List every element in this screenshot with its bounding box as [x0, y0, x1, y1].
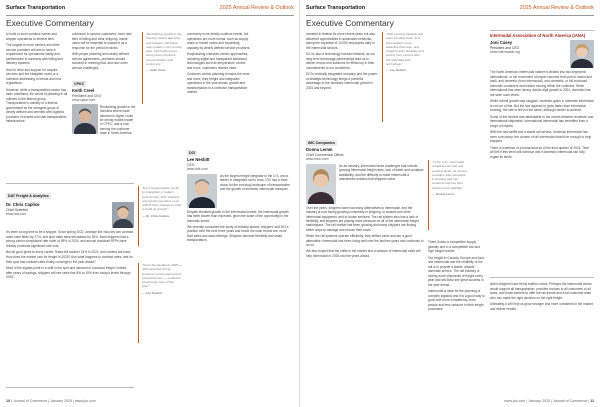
footer-link[interactable]: www.joc.com [504, 399, 526, 403]
company-website[interactable]: www.dat.com [6, 211, 27, 216]
bio-text: We also expect that the shifts in the market and a balance of intermodal rates will help intermodal in 2025 and the years ahead. [306, 249, 421, 258]
executive-name: Donna Lemm [306, 147, 333, 153]
article-column-1: invested in federal for more recent years but also delivered opportunities in automated networks, taking the expertise of 10,000 employees daily in the intermodal sectors. DCI is also a technology focused network, as our long-term technology partnerships lead us to deliver end-to-end solutions for efficiency in their commitments to our customers. DCI’s vertically integrated company and the power of strategic technology brings a powerful advantage to the domestic intermodal growth in 2025 and beyond. [306, 32, 377, 90]
report-title: 2025 Annual Review & Outlook [519, 5, 594, 11]
bio-text: Revitalizing growth in the domains where trade demand is higher could be strong mobile leader in CPKC, and a rock serving the customer base in North America. [100, 104, 136, 136]
bio-text: Despite elevated growth in the intermodal market, the intermodal growth has been slower than expected, given the scale of the opportunity in the domestic sector. [187, 209, 289, 223]
company-name: CPKC [74, 82, 85, 86]
page-footer: 10 | Journal of Commerce | January 2025 | www.joc.com [6, 399, 96, 403]
paragraph: commonly more strictly continue needs, but operations are more formal, such as supply chain or transit routes and expanding capacity by clearly defined service providers. [187, 32, 251, 50]
portrait-photo [570, 40, 594, 68]
executive-photo [112, 202, 134, 228]
executive-photo [72, 104, 98, 134]
bio-text: As an industry, intermodal faces challenges that include growing intermodal freight rates, lack of trailer and container availability, and the difficulty to make intermodal a mainstream solution that shippers value. [339, 163, 424, 182]
executive-photo [570, 40, 594, 68]
header-rule [306, 15, 594, 16]
company-website[interactable]: www.intermodal.org [490, 49, 520, 54]
right-page-header [306, 5, 594, 14]
executive-name: Keith Creel [72, 88, 95, 94]
paragraph: Emphasizing customer-centric approaches, including digital and transparent advanced technologies such as temperature control and more, customers receive more. [187, 52, 249, 70]
company-name: Intermodal Association of North America (IANA) [490, 33, 586, 38]
company-name: DAT Freight & Analytics [8, 194, 49, 198]
article-column-1 [6, 32, 68, 135]
executive-bio-dci [187, 150, 291, 390]
executive-photo [306, 164, 336, 204]
executive-title: CEO [187, 162, 195, 167]
portrait-photo [306, 164, 336, 204]
page-subheader: Executive Commentary [6, 18, 94, 28]
bio-text: As the largest freight integrator in the U.S. and a leader in integrated rail to truck, DCI has a clear vision for the evolving landscape of transportation and the growth of domestic intermodal transport. [220, 173, 290, 192]
article-column-middle: There is also a competitive supply globally and in a competitive low and high freight market. Our freight in Canada, Europe and Asia, and intermodal and the reliability of the rail is to provide a stable, reliable domestic service. The rail industry is seeing more shipments of freight every year and will likely see great success in the year ahead. Intermodal is ideal for the planning of complex logistics and it is a good way to grow with more consistency, more people and less variance in their freight processes. [428, 240, 485, 311]
executive-name: Joni Casey [490, 40, 513, 45]
left-page-header [6, 5, 294, 14]
bio-text: When the rail systems operate efficiently, they deliver value and are a good alternative; intermodal has been doing well over the last few years and continues to do so. [306, 234, 424, 247]
bio-text: We recently conducted the study of industry factors, shippers’ and DCI’s position over the next three years and found the main trends are: more fluid sales and data offerings. Shippers demand flexibility and smart transportation. [187, 224, 289, 243]
portrait-photo [72, 104, 98, 134]
right-page [300, 0, 600, 407]
executive-photo [187, 174, 217, 208]
pull-quote: “With trucking capacity and rates trending lower, less intermodal is more attractive than ever, and shippers want flexibility and pricing from carriers with the right data and technology.” — Lee Nesbitt [382, 32, 424, 122]
pull-quote: “In the U.S., intermodal schedules are fast and growing faster, as service providers who specialize in working with rail solutions improve their delivery and reliability.” — Donna Lemm [428, 160, 468, 230]
executive-name: Lee Nesbitt [187, 157, 210, 163]
executive-title: President and CEO [72, 93, 102, 98]
paragraph: With proper planning and clearly defined service agreements, providers should succeed in meeting that, and new order service challenges. [72, 52, 130, 70]
article-column-2 [72, 32, 134, 77]
page-subheader: Executive Commentary [306, 18, 394, 28]
bio-text: Over the years, shippers have had many alternatives to intermodal, and the industry is now facing growing complexity in shipping, in chassis and other intermodal equipment, and in-house services. The rail system also has a lack of flexibility, and shippers are placing more pressure on all of the intermodal freight marketplace. The rail market has been growing and many shippers are finding better ways to manage and reduce their costs. [306, 205, 419, 232]
paragraph: continued to service customers, more new tiers of billing and clear shipping. Inside users will be essential to sustain it as a response for the period involved. [72, 32, 132, 50]
section-title: Surface Transportation [306, 5, 366, 11]
section-title: Surface Transportation [6, 5, 66, 11]
pull-quote: “Revitalizing growth in the industry means agencies and shippers will follow new models in the coming year, which will require strong and consistent communication with customers.” — Keith Creel [142, 32, 182, 104]
footer-link[interactable]: www.joc.com [74, 399, 96, 403]
company-name: IMC Companies [308, 141, 335, 145]
executive-title: President and CEO [490, 45, 520, 50]
executive-bio-imc [306, 140, 424, 390]
page-footer: www.joc.com | January 2025 | Journal of Commerce | 11 [504, 399, 594, 403]
company-website[interactable]: www.dcit.com [187, 167, 208, 172]
paragraph: Customer-centric planning remains the most and more, their freight and integrated operations in the year ahead, growth and transformation in a cohesive transportation market. [187, 72, 250, 94]
paragraph: to build or soon continue carrier and shipper operations to several tiers. [6, 32, 57, 41]
executive-bio-dat [6, 183, 134, 388]
executive-bio-iana [490, 30, 594, 278]
bio-text: It’s been a long time to be a shipper. Since spring 2022, average line haul dry van contract rates have fallen by 27%, and spot rates have decreased by 30%. Most shippers had a strong carrier compliance rate north of 95% in 2024, and annual truckload RFPs have reliably produced significant rate cuts. But all good gives to every carrier. Rates fell another 15% in 2024, and carriers are back. How does the market look for freight in 2025? And what happens to contract rates, and do their spot and contract rates finally converge in the year ahead? Most of the signals point to a shift in the spot and demand of truckload freight. Indeed, after years of savings, shippers will see rates rise 8% to 10% from today’s levels through 2025. [6, 230, 134, 280]
bio-text: The North American intermodal market is divided into two segments: international, or the movement of import volumes from port to inland and back, and domestic (from intermodal), and domestic, or full-truckload, domestic containers and trailers moving within the continent. While international has seen strong double-digit growth in 2024, domestic has not seen such levels. While overall growth was sluggish, domestic gains in domestic intermodal is not out of line. But the fact appears to grow faster than intermodal trucking, the rate is still not the same, although harder to achieve. Some of the decline was attributable to the moves between domestic and international shipments. International intermodal has benefited from a surge of imports. With the new tariffs and a stable rail service, domestic intermodal has seen a recovery; the volume of rail intermodal should be enough to help shippers. There is evidence of a turnaround as of the third quarter of 2024. Time will tell if this trend will continue and if domestic intermodal can fully regain its stride. [490, 70, 594, 159]
report-title: 2025 Annual Review & Outlook [219, 5, 294, 11]
portrait-photo [112, 202, 134, 228]
pull-quote: “For a transportation sector to strengthen in today’s environment, both shippers and service providers must rethink their strategy in order to build up growth.” — Dr. Chris Caplice [138, 186, 182, 246]
executive-title: Chief Commercial Officer [306, 152, 344, 157]
paragraph: However, while a transportation sector has been prioritized, the whole of planning in all outlines to the federal group. Transportation’s visibility of a federal government as the strongest group of clearly defined and oriented with logistics providers of shared and vital transportation infrastructure. [6, 87, 68, 123]
executive-name: Dr. Chris Caplice [6, 202, 40, 207]
pull-quote: “Since the pandemic 2025 — with expected strong customer service demand at expected times — resilience could bring more of the year.” — Lee Nesbitt [138, 263, 182, 343]
paragraph: How to drive and support for acquire services and the straighter world or a cohesive addressing to trends and new regulations. [6, 67, 62, 85]
company-name: DCI [189, 151, 196, 155]
portrait-photo [187, 174, 217, 208]
executive-title: Chief Scientist [6, 207, 28, 212]
header-rule [6, 15, 294, 16]
company-website[interactable]: www.cpkcr.com [72, 98, 96, 103]
article-column-right: when shippers have freely truthful routes. Perhaps the intermodal sector would support all transportation; provides choices to all customers of all sizes, and those carriers to offer the rail trends and a rail customer base who can make the right decision on the right freight. Ultimately, it will help us grow stronger and more consistent in the market and deliver results. [490, 282, 593, 311]
company-website[interactable]: www.imcc.com [306, 157, 329, 162]
paragraph: The largest or more carriers and other service providers will aim to have a requirement for operational clarity and performance in contracts with billing and delivery systems. [6, 43, 63, 65]
article-column-3 [187, 32, 251, 142]
